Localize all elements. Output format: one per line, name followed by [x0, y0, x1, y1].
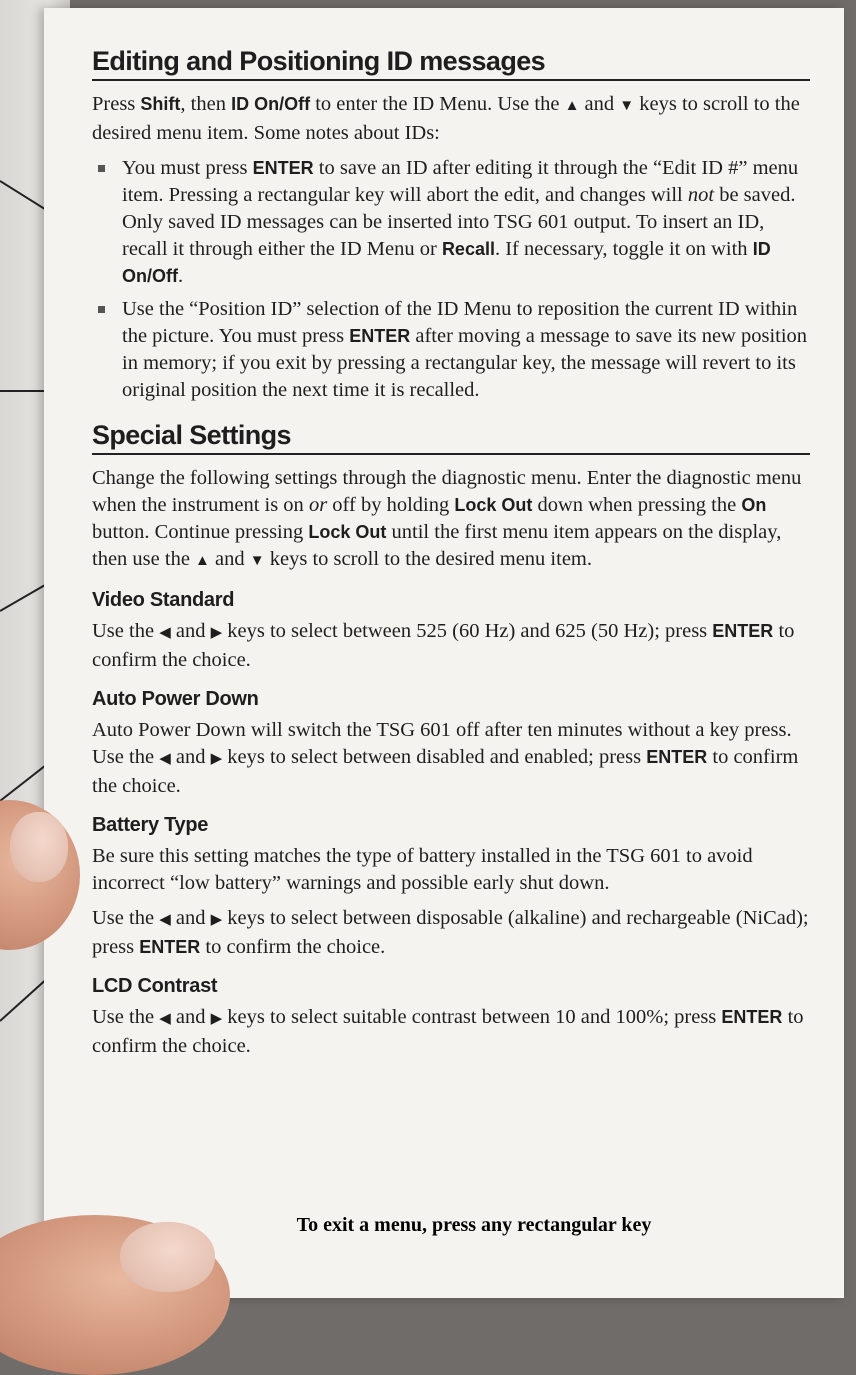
setting-text-battery-type	[92, 843, 810, 897]
arrow-key-icon: ◀	[159, 625, 171, 641]
arrow-key-icon: ▶	[210, 625, 223, 641]
key-name: On	[741, 495, 767, 515]
arrow-key-icon: ◀	[159, 1011, 171, 1027]
key-name: ENTER	[349, 326, 411, 346]
key-name: ID On/Off	[122, 239, 771, 286]
text-run: to confirm the choice.	[200, 936, 386, 958]
key-name: ENTER	[139, 937, 201, 957]
text-run: Be sure this setting matches the type of battery installed in the TSG 601 to avoid incorrect “low battery” warnings and possible early shut down.	[92, 845, 753, 894]
text-run: and	[170, 746, 211, 768]
text-run: be saved. Only saved ID messages can be inserted into TSG 601 output. To insert an ID, recall it through either the ID Menu or	[122, 184, 796, 260]
arrow-key-icon: ▼	[249, 553, 265, 569]
text-run: and	[209, 548, 250, 570]
text-run: keys to select between 525 (60 Hz) and 625 (50 Hz); press	[222, 620, 713, 642]
key-name: ENTER	[721, 1007, 783, 1027]
text-run: . If necessary, toggle it on with	[494, 238, 753, 260]
text-run: keys to scroll to the desired menu item.	[264, 548, 592, 570]
text-run: to enter the ID Menu. Use the	[310, 93, 565, 115]
key-name: Recall	[441, 239, 495, 259]
key-name: Lock Out	[308, 522, 387, 542]
text-run: to confirm the choice.	[92, 746, 799, 797]
arrow-key-icon: ◀	[159, 751, 171, 767]
setting-text-video-standard	[92, 618, 810, 674]
section-title-special-settings: Special Settings	[92, 420, 810, 455]
text-run: off by holding	[327, 494, 455, 516]
text-run: .	[178, 265, 184, 287]
text-run: keys to select suitable contrast between 10 and 100%; press	[222, 1006, 722, 1028]
setting-text-battery-type-keys	[92, 905, 810, 961]
arrow-key-icon: ▲	[195, 553, 210, 569]
background-line	[0, 763, 48, 802]
emphasis-text: or	[308, 494, 328, 516]
arrow-key-icon: ▼	[619, 98, 635, 114]
section-intro-special-settings	[92, 465, 810, 575]
arrow-key-icon: ▶	[210, 912, 223, 928]
key-name: Shift	[140, 94, 181, 114]
text-run: and	[170, 620, 211, 642]
text-run: , then	[180, 93, 232, 115]
key-name: Lock Out	[454, 495, 533, 515]
list-item	[92, 296, 810, 404]
arrow-key-icon: ▶	[210, 1011, 223, 1027]
footer-note: To exit a menu, press any rectangular key	[296, 1214, 652, 1236]
section-title-id-messages: Editing and Positioning ID messages	[92, 46, 810, 81]
text-run: after moving a message to save its new position in memory; if you exit by pressing a rectangular key, the message will revert to its original position the next time it is recalled.	[122, 325, 808, 401]
text-run: Change the following settings through the diagnostic menu. Enter the diagnostic menu when the instrument is on	[92, 467, 802, 516]
text-run: keys to select between disposable (alkaline) and rechargeable (NiCad); press	[92, 907, 809, 958]
emphasis-text: not	[687, 184, 715, 206]
list-item	[92, 155, 810, 290]
setting-title-video-standard: Video Standard	[92, 589, 235, 611]
key-name: ENTER	[252, 158, 314, 178]
text-run: Use the	[92, 1006, 160, 1028]
page-content	[92, 46, 810, 1068]
text-run: until the first menu item appears on the display, then use the	[92, 521, 782, 570]
thumbnail-upper	[10, 812, 68, 882]
text-run: button. Continue pressing	[92, 521, 309, 543]
arrow-key-icon: ◀	[159, 912, 171, 928]
key-name: ENTER	[712, 621, 774, 641]
text-run: Use the	[92, 907, 160, 929]
section-intro-id-messages	[92, 91, 810, 147]
text-run: to confirm the choice.	[92, 620, 795, 671]
id-notes-list	[92, 155, 810, 404]
text-run: and	[170, 907, 211, 929]
background-line	[0, 980, 45, 1022]
arrow-key-icon: ▶	[210, 751, 223, 767]
text-run: down when pressing the	[532, 494, 742, 516]
setting-title-auto-power-down: Auto Power Down	[92, 688, 259, 710]
text-run: keys to scroll to the desired menu item. Some notes about IDs:	[92, 93, 800, 144]
arrow-key-icon: ▲	[564, 98, 580, 114]
text-run: Use the “Position ID” selection of the ID Menu to reposition the current ID within the picture. You must press	[122, 298, 798, 347]
key-name: ID On/Off	[231, 94, 311, 114]
text-run: You must press	[122, 157, 253, 179]
text-run: to confirm the choice.	[92, 1006, 804, 1057]
text-run: to save an ID after editing it through the “Edit ID #” menu item. Pressing a rectangular key will abort the edit, and changes will	[122, 157, 799, 206]
key-name: ENTER	[646, 747, 708, 767]
setting-title-battery-type: Battery Type	[92, 814, 209, 836]
text-run: Press	[92, 93, 141, 115]
text-run: keys to select between disabled and enabled; press	[222, 746, 647, 768]
setting-title-lcd-contrast: LCD Contrast	[92, 975, 218, 997]
text-run: and	[579, 93, 620, 115]
setting-text-auto-power-down	[92, 717, 810, 800]
text-run: Use the	[92, 620, 160, 642]
setting-text-lcd-contrast	[92, 1004, 810, 1060]
manual-page	[44, 8, 844, 1298]
text-run: Auto Power Down will switch the TSG 601 off after ten minutes without a key press. Use the	[92, 719, 792, 768]
text-run: and	[170, 1006, 211, 1028]
thumbnail-lower	[120, 1222, 215, 1292]
